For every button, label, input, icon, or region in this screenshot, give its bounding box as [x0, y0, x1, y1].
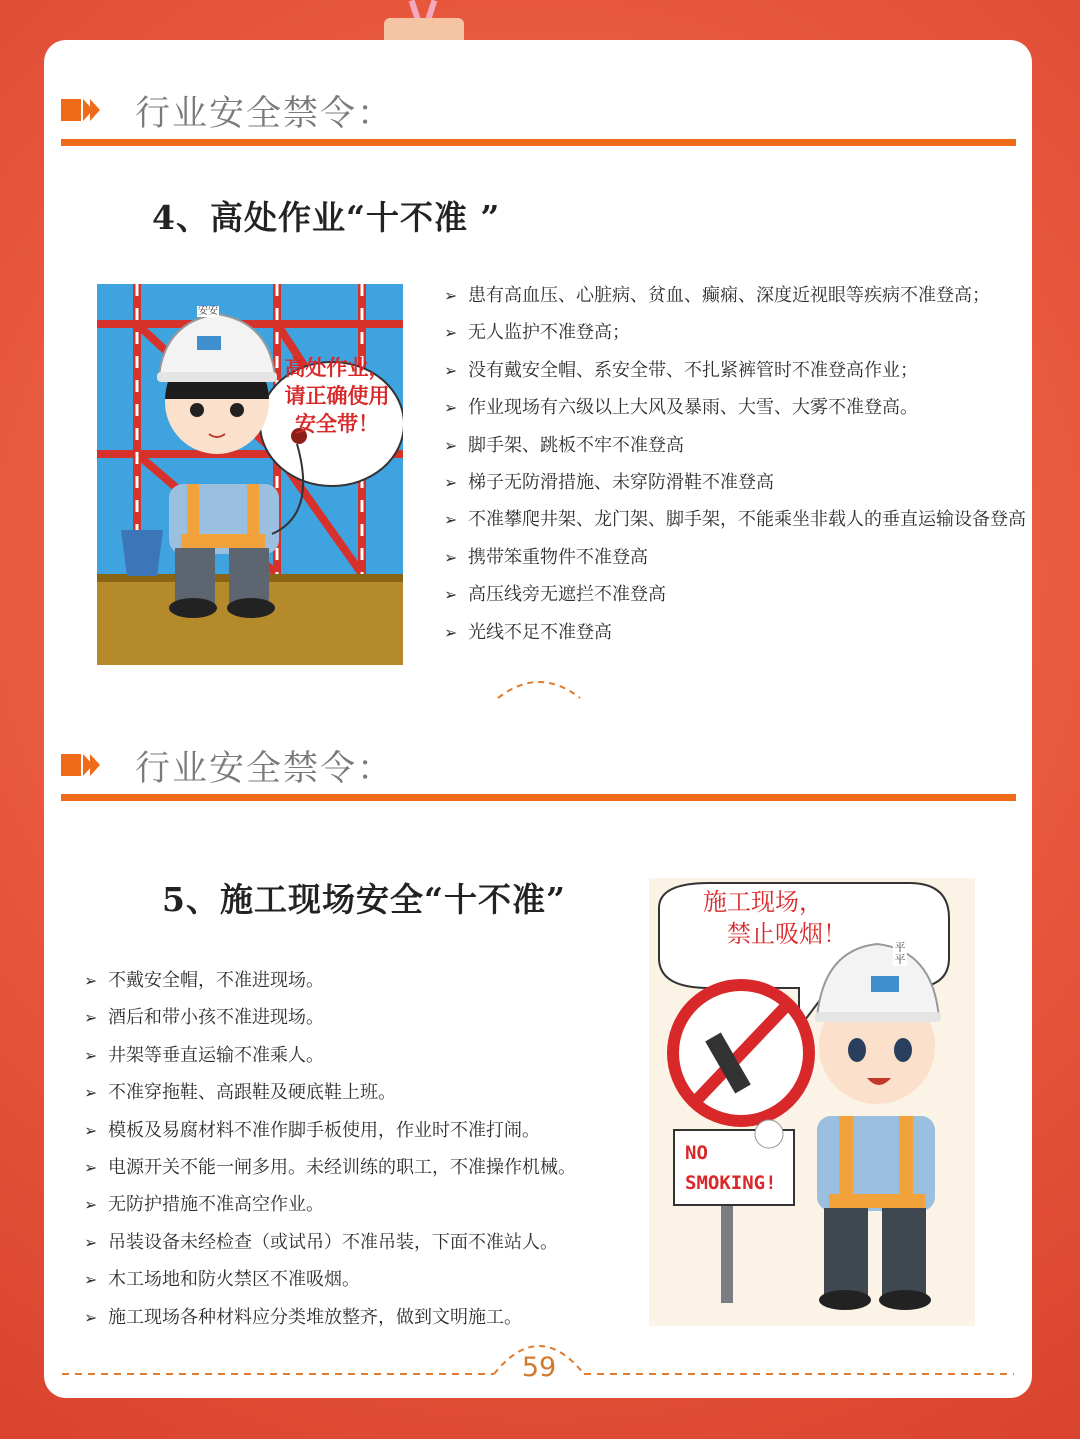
list-item: ➢ 携带笨重物件不准登高 [444, 539, 1026, 576]
list-item: ➢ 电源开关不能一闸多用。未经训练的职工，不准操作机械。 [84, 1149, 576, 1186]
callout-no-smoking: 施工现场， 禁止吸烟！ [703, 888, 847, 948]
orange-divider [61, 139, 1016, 146]
chevron-right-icon: ➢ [444, 510, 458, 530]
section-header-2 [61, 715, 1016, 805]
list-item: ➢ 施工现场各种材料应分类堆放整齐，做到文明施工。 [84, 1299, 576, 1336]
dashed-arc-divider [494, 672, 584, 702]
section-title: 行业安全禁令： [135, 94, 395, 134]
chevron-right-icon: ➢ [444, 398, 458, 418]
list-item: ➢ 患有高血压、心脏病、贫血、癫痫、深度近视眼等疾病不准登高； [444, 277, 1026, 314]
subheading-high-altitude: 4、高处作业“十不准 ” [152, 198, 501, 237]
list-item: ➢ 无人监护不准登高； [444, 314, 1026, 351]
subheading-construction-site: 5、施工现场安全“十不准” [162, 880, 566, 919]
chevron-right-icon: ➢ [444, 286, 458, 305]
rules-list-construction-site [84, 962, 576, 1336]
chevron-right-icon: ➢ [84, 1307, 98, 1327]
chevron-right-icon: ➢ [84, 971, 98, 990]
list-item: ➢ 井架等垂直运输不准乘人。 [84, 1037, 576, 1074]
list-item: ➢ 木工场地和防火禁区不准吸烟。 [84, 1261, 576, 1298]
chevron-right-icon: ➢ [444, 473, 458, 493]
chevron-right-icon: ➢ [444, 323, 458, 343]
chevron-right-icon: ➢ [444, 435, 458, 455]
hanging-tag [384, 18, 464, 42]
chevron-right-icon: ➢ [84, 1083, 98, 1103]
list-item: ➢ 无防护措施不准高空作业。 [84, 1186, 576, 1223]
chevron-right-icon: ➢ [444, 547, 458, 567]
list-item: ➢ 不准穿拖鞋、高跟鞋及硬底鞋上班。 [84, 1074, 576, 1111]
helmet-label: 平平 [894, 941, 906, 966]
section-header-1 [61, 60, 1016, 150]
list-item: ➢ 不戴安全帽，不准进现场。 [84, 962, 576, 999]
list-item: ➢ 高压线旁无遮拦不准登高 [444, 576, 1026, 613]
chevron-right-icon: ➢ [84, 1232, 98, 1252]
list-item: ➢ 吊装设备未经检查（或试吊）不准吊装，下面不准站人。 [84, 1224, 576, 1261]
callout-use-harness: 高处作业， 请正确使用 安全带！ [284, 356, 390, 436]
chevron-right-icon: ➢ [84, 1008, 98, 1028]
chevron-right-icon: ➢ [84, 1120, 98, 1140]
list-item: ➢ 作业现场有六级以上大风及暴雨、大雪、大雾不准登高。 [444, 389, 1026, 426]
arrow-right-icon [61, 752, 101, 778]
list-item: ➢ 梯子无防滑措施、未穿防滑鞋不准登高 [444, 464, 1026, 501]
chevron-right-icon: ➢ [444, 585, 458, 605]
chevron-right-icon: ➢ [444, 622, 458, 642]
list-item: ➢ 脚手架、跳板不牢不准登高 [444, 427, 1026, 464]
chevron-right-icon: ➢ [84, 1195, 98, 1215]
orange-divider [61, 794, 1016, 801]
list-item: ➢ 没有戴安全帽、系安全带、不扎紧裤管时不准登高作业； [444, 352, 1026, 389]
page-card [44, 40, 1032, 1398]
list-item: ➢ 不准攀爬井架、龙门架、脚手架，不能乘坐非载人的垂直运输设备登高 [444, 501, 1026, 538]
chevron-right-icon: ➢ [84, 1045, 98, 1065]
list-item: ➢ 酒后和带小孩不准进现场。 [84, 999, 576, 1036]
no-smoking-sign: NO SMOKING! [685, 1142, 777, 1194]
list-item: ➢ 模板及易腐材料不准作脚手板使用，作业时不准打闹。 [84, 1112, 576, 1149]
chevron-right-icon: ➢ [444, 360, 458, 380]
illustration-safety-harness [97, 284, 403, 665]
arrow-right-icon [61, 97, 101, 123]
rules-list-high-altitude [444, 277, 1026, 651]
chevron-right-icon: ➢ [84, 1270, 98, 1290]
list-item: ➢ 光线不足不准登高 [444, 614, 1026, 651]
page-number: 59 [521, 1352, 557, 1383]
section-title: 行业安全禁令： [135, 749, 395, 789]
helmet-label: 安安 [198, 306, 218, 317]
chevron-right-icon: ➢ [84, 1158, 98, 1178]
illustration-no-smoking [649, 878, 975, 1326]
